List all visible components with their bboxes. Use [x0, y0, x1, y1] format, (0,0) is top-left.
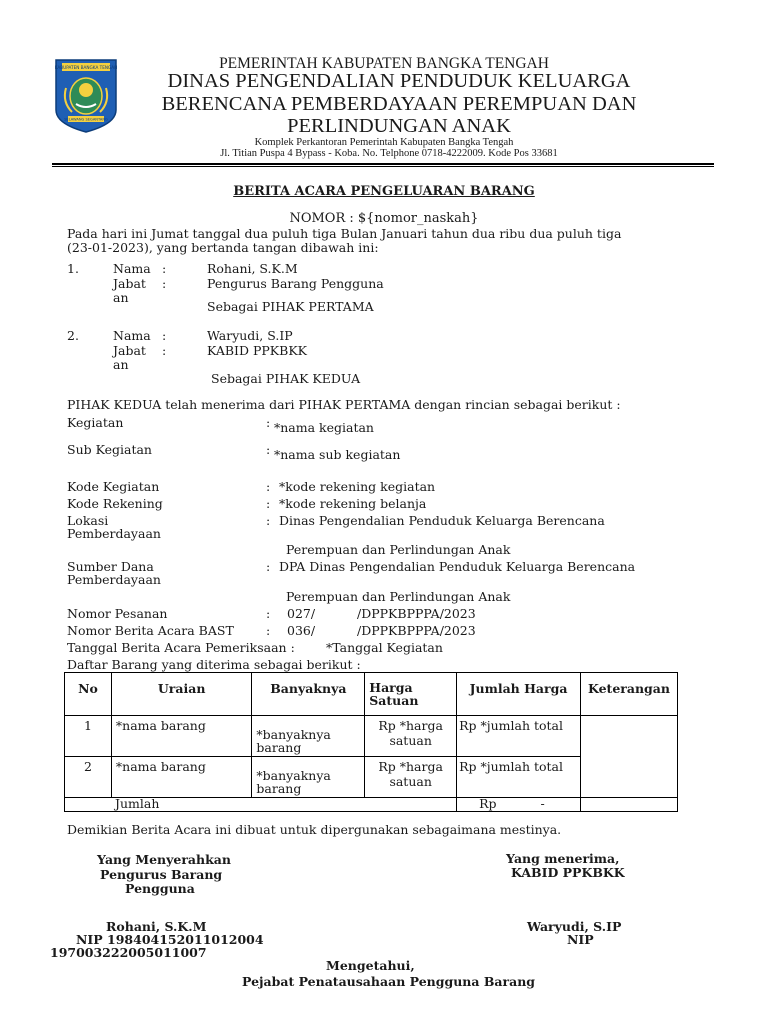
- party2-jabatan-label-a: Jabat: [113, 343, 146, 358]
- tgl-pemeriksaan-label: Tanggal Berita Acara Pemeriksaan :: [67, 640, 295, 655]
- total-rp: Rp: [479, 796, 497, 811]
- row2-uraian: *nama barang: [111, 757, 252, 798]
- right-signer-title2: KABID PPKBKK: [511, 865, 625, 880]
- sumber-label-b: Pemberdayaan: [67, 572, 161, 587]
- sub-kegiatan-label: Sub Kegiatan: [67, 442, 152, 457]
- row2-banyak: *banyaknya barang: [252, 757, 365, 798]
- left-signer-title3: Pengguna: [125, 881, 195, 896]
- table-row: [65, 716, 678, 757]
- party2-jabatan-label-b: an: [113, 357, 129, 372]
- sumber-colon: :: [266, 559, 271, 574]
- left-signer-nip: NIP 198404152011012004: [76, 932, 264, 947]
- party2-number: 2.: [67, 328, 79, 343]
- party1-number: 1.: [67, 261, 79, 276]
- kode-kegiatan-colon: :: [266, 479, 271, 494]
- party2-nama-label: Nama: [113, 328, 151, 343]
- letterhead-rule-thin: [52, 166, 714, 167]
- document-number: NOMOR : ${nomor_naskah}: [289, 211, 479, 226]
- row1-harga: Rp *harga satuan: [365, 716, 457, 757]
- row2-harga: Rp *harga satuan: [365, 757, 457, 798]
- party2-jabatan-colon: :: [162, 343, 167, 358]
- kegiatan-colon: :: [266, 415, 271, 430]
- row1-keterangan: [581, 716, 678, 798]
- right-signer-nip: NIP: [567, 932, 594, 947]
- pesanan-number: 027/: [287, 606, 316, 621]
- left-signer-nip-extra: 197003222005011007: [50, 945, 207, 960]
- total-label: Jumlah: [65, 798, 457, 812]
- party1-jabatan-colon: :: [162, 276, 167, 291]
- party2-role: Sebagai PIHAK KEDUA: [211, 371, 361, 386]
- party2-jabatan: KABID PPKBKK: [207, 343, 307, 358]
- closing-statement: Demikian Berita Acara ini dibuat untuk dipergunakan sebagaimana mestinya.: [67, 822, 562, 837]
- row2-no: 2: [65, 757, 112, 798]
- sub-kegiatan-colon: :: [266, 442, 271, 457]
- col-header-keterangan: Keterangan: [581, 673, 678, 716]
- bast-colon: :: [266, 623, 271, 638]
- receipt-text: PIHAK KEDUA telah menerima dari PIHAK PERTAMA dengan rincian sebagai berikut :: [67, 397, 621, 412]
- col-header-no: No: [65, 673, 112, 716]
- intro-line1: Pada hari ini Jumat tanggal dua puluh tiga Bulan Januari tahun dua ribu dua puluh tiga: [67, 226, 622, 241]
- lokasi-colon: :: [266, 513, 271, 528]
- party1-jabatan-label-a: Jabat: [113, 276, 146, 291]
- kode-rekening-label: Kode Rekening: [67, 496, 163, 511]
- party1-nama-colon: :: [162, 261, 167, 276]
- bast-suffix: /DPPKBPPPA/2023: [357, 623, 476, 638]
- table-header-row: [65, 673, 678, 716]
- sumber-value-a: DPA Dinas Pengendalian Penduduk Keluarga Berencana: [279, 559, 636, 574]
- col-header-harga-satuan: Harga Satuan: [365, 673, 457, 716]
- lokasi-label-a: Lokasi: [67, 513, 109, 528]
- party2-nama-colon: :: [162, 328, 167, 343]
- pejabat-title: Pejabat Penatausahaan Pengguna Barang: [242, 974, 536, 989]
- address-line2: Jl. Titian Puspa 4 Bypass - Koba. No. Telphone 0718-4222009. Kode Pos 33681: [220, 148, 558, 159]
- items-table: [64, 672, 678, 812]
- total-value: -: [540, 796, 545, 811]
- dinas-name-line1: DINAS PENGENDALIAN PENDUDUK KELUARGA: [167, 70, 631, 92]
- party1-role: Sebagai PIHAK PERTAMA: [207, 299, 374, 314]
- tgl-pemeriksaan-value: *Tanggal Kegiatan: [326, 640, 443, 655]
- total-keterangan: [581, 798, 678, 812]
- svg-text:SELAWANG SEGANTANG: SELAWANG SEGANTANG: [64, 117, 108, 122]
- kode-rekening-colon: :: [266, 496, 271, 511]
- lokasi-label-b: Pemberdayaan: [67, 526, 161, 541]
- kode-kegiatan-value: *kode rekening kegiatan: [279, 479, 436, 494]
- party1-jabatan: Pengurus Barang Pengguna: [207, 276, 384, 291]
- letterhead-rule-thick: [52, 163, 714, 165]
- sumber-value-b: Perempuan dan Perlindungan Anak: [286, 589, 511, 604]
- dinas-name-line3: PERLINDUNGAN ANAK: [287, 115, 511, 137]
- right-signer-name: Waryudi, S.IP: [527, 919, 622, 934]
- address-line1: Komplek Perkantoran Pemerintah Kabupaten Bangka Tengah: [254, 137, 514, 148]
- svg-text:KABUPATEN BANGKA TENGAH: KABUPATEN BANGKA TENGAH: [54, 65, 118, 70]
- pesanan-suffix: /DPPKBPPPA/2023: [357, 606, 476, 621]
- left-signer-name: Rohani, S.K.M: [106, 919, 207, 934]
- gov-name: PEMERINTAH KABUPATEN BANGKA TENGAH: [219, 55, 549, 72]
- table-total-row: [65, 798, 678, 812]
- bast-number: 036/: [287, 623, 316, 638]
- document-title: BERITA ACARA PENGELUARAN BARANG: [233, 184, 535, 199]
- col-header-banyaknya: Banyaknya: [252, 673, 365, 716]
- party1-jabatan-label-b: an: [113, 290, 129, 305]
- list-intro: Daftar Barang yang diterima sebagai berikut :: [67, 657, 361, 672]
- bast-label: Nomor Berita Acara BAST: [67, 623, 234, 638]
- dinas-name-line2: BERENCANA PEMBERDAYAAN PEREMPUAN DAN: [161, 93, 637, 115]
- sumber-label-a: Sumber Dana: [67, 559, 154, 574]
- kegiatan-value: *nama kegiatan: [274, 420, 374, 435]
- pesanan-colon: :: [266, 606, 271, 621]
- mengetahui-label: Mengetahui,: [326, 958, 415, 973]
- lokasi-value-b: Perempuan dan Perlindungan Anak: [286, 542, 511, 557]
- party2-nama: Waryudi, S.IP: [207, 328, 293, 343]
- pesanan-label: Nomor Pesanan: [67, 606, 168, 621]
- col-header-jumlah-harga: Jumlah Harga: [457, 673, 581, 716]
- row1-no: 1: [65, 716, 112, 757]
- intro-line2: (23-01-2023), yang bertanda tangan dibawah ini:: [67, 240, 379, 255]
- right-signer-title1: Yang menerima,: [506, 851, 620, 866]
- sub-kegiatan-value: *nama sub kegiatan: [274, 447, 401, 462]
- row2-jumlah: Rp *jumlah total: [457, 757, 581, 798]
- kode-kegiatan-label: Kode Kegiatan: [67, 479, 160, 494]
- kegiatan-label: Kegiatan: [67, 415, 124, 430]
- left-signer-title1: Yang Menyerahkan: [97, 852, 231, 867]
- lokasi-value-a: Dinas Pengendalian Penduduk Keluarga Berencana: [279, 513, 605, 528]
- party1-nama-label: Nama: [113, 261, 151, 276]
- row1-uraian: *nama barang: [111, 716, 252, 757]
- kode-rekening-value: *kode rekening belanja: [279, 496, 427, 511]
- row1-jumlah: Rp *jumlah total: [457, 716, 581, 757]
- col-header-uraian: Uraian: [111, 673, 252, 716]
- row1-banyak: *banyaknya barang: [252, 716, 365, 757]
- left-signer-title2: Pengurus Barang: [100, 867, 223, 882]
- party1-nama: Rohani, S.K.M: [207, 261, 298, 276]
- total-amount: [457, 798, 581, 812]
